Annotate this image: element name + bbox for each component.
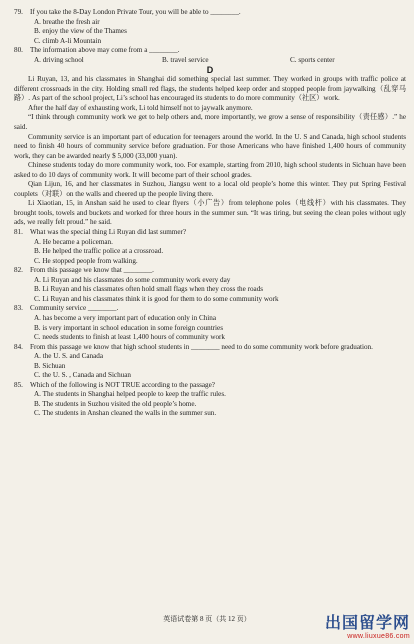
question-84	[14, 343, 406, 381]
exam-page	[14, 8, 406, 419]
question-82	[14, 266, 406, 304]
option-b: B. Sichuan	[34, 361, 66, 370]
question-number: 83.	[14, 304, 23, 313]
option-b: B. The students in Suzhou visited the old people’s home.	[34, 399, 197, 408]
option-b: B. travel service	[162, 55, 209, 64]
options-row	[14, 56, 406, 66]
question-79	[14, 8, 406, 18]
option-c: C. The students in Anshan cleaned the walls in the summer sun.	[34, 409, 217, 418]
passage-paragraph: Li Xiaotian, 15, in Anshan said he used to clear flyers（小广告）from telephone poles（电线杆）with his classmates. They brought tools, towels and buckets and worked for three hours in the summer sun. “It was tiring, but seeing the clean poles without ugly ads, we really felt proud.” he said.	[14, 199, 406, 227]
option-c: C. Li Ruyan and his classmates think it is good for them to do some community work	[34, 294, 279, 303]
question-81	[14, 228, 406, 266]
section-title: D	[206, 65, 214, 76]
question-number: 80.	[14, 46, 23, 55]
option-b: B. Li Ruyan and his classmates often hold small flags when they cross the roads	[34, 285, 264, 294]
option-c: C. sports center	[290, 55, 335, 64]
option-c: C. needs students to finish at least 1,400 hours of community work	[34, 333, 225, 342]
option-a: A. has become a very important part of education only in China	[34, 313, 217, 322]
option-b: B. enjoy the view of the Thames	[34, 27, 127, 36]
option-a: A. the U. S. and Canada	[34, 352, 104, 361]
passage-paragraph: Chinese students today do more community work, too. For example, starting from 2010, high school students in Sichuan have been asked to do 10 days of community work. It will become part of their school grades.	[14, 161, 406, 179]
question-number: 84.	[14, 342, 23, 351]
question-85	[14, 381, 406, 419]
question-number: 81.	[14, 228, 23, 237]
option-c: C. climb A-li Mountain	[34, 36, 102, 45]
option-a: A. He became a policeman.	[34, 237, 113, 246]
question-text: Community service ________.	[30, 304, 119, 313]
option-c: C. the U. S. , Canada and Sichuan	[34, 371, 131, 380]
watermark-text: 出国留学网	[324, 613, 410, 632]
passage-paragraph: “I think through community work we get to help others and, more importantly, we grow a sense of responsibility（责任感）.” he said.	[14, 113, 406, 132]
question-text: Which of the following is NOT TRUE according to the passage?	[30, 380, 215, 389]
question-83	[14, 304, 406, 342]
option-a: A. driving school	[34, 55, 84, 64]
reading-passage	[14, 75, 406, 228]
passage-paragraph: Li Ruyan, 13, and his classmates in Shanghai did something special last summer. They worked in groups with traffic police at different crossroads in the city. Holding small red flags, the students helped keep order and stopped people from jaywalking（乱穿马路）. As part of the school project, Li’s school has encouraged its students to do more community（社区）work.	[14, 75, 406, 103]
question-number: 82.	[14, 266, 23, 275]
page-footer: 英语试卷第 8 页（共 12 页）	[163, 615, 251, 623]
question-text: If you take the 8-Day London Private Tour, you will be able to ________.	[30, 8, 241, 16]
passage-paragraph: After the half day of exhausting work, Li told himself not to jaywalk anymore.	[28, 103, 253, 112]
option-c: C. He stopped people from walking.	[34, 256, 138, 265]
question-number: 85.	[14, 380, 23, 389]
watermark-url: www.liuxue86.com	[347, 633, 410, 640]
question-text: The information above may come from a ________.	[30, 46, 180, 55]
question-text: From this passage we know that ________.	[30, 266, 154, 275]
passage-paragraph: Community service is an important part of education for teenagers around the world. In the U. S and Canada, high school students need to finish 40 hours of community service before graduation. For those Americans who have finished 1,400 hours of community work, they can be awarded nearly $ 5,000 (33,000 yuan).	[14, 132, 406, 160]
option-b: B. is very important in school education in some foreign countries	[34, 323, 223, 332]
question-text: What was the special thing Li Ruyan did last summer?	[30, 228, 187, 237]
watermark-logo	[260, 614, 410, 642]
option-b: B. He helped the traffic police at a crossroad.	[34, 247, 164, 256]
passage-paragraph: Qian Lijun, 16, and her classmates in Suzhou, Jiangsu went to a local old people’s home this winter. They put Spring Festival couplets（对联）on the walls and cheered up the people living there.	[14, 180, 406, 198]
option-a: A. The students in Shanghai helped people to keep the traffic rules.	[34, 390, 226, 399]
question-text: From this passage we know that high school students in ________ need to do some community work before graduation.	[30, 342, 373, 351]
option-a: A. Li Ruyan and his classmates do some community work every day	[34, 275, 231, 284]
question-80	[14, 46, 406, 56]
question-number: 79.	[14, 8, 23, 16]
option-a: A. breathe the fresh air	[34, 17, 100, 26]
